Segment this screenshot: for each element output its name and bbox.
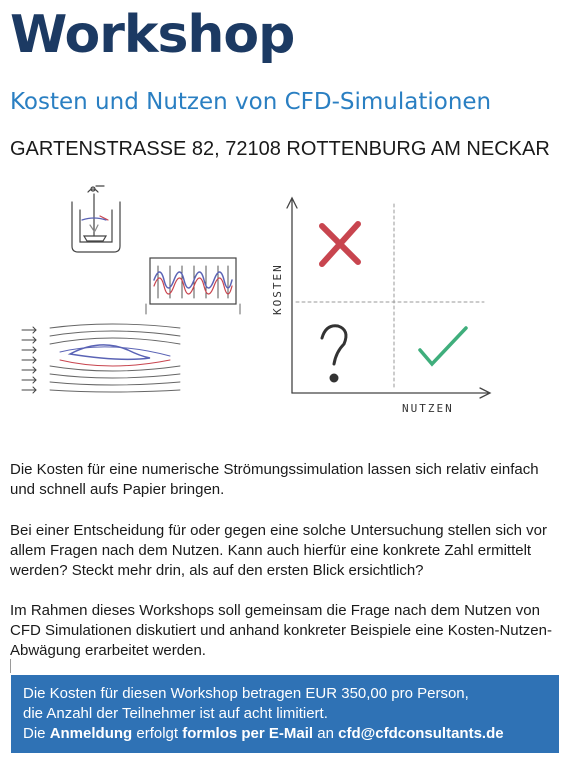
registration-method: formlos per E-Mail: [182, 725, 314, 742]
page-subtitle: Kosten und Nutzen von CFD-Simulationen: [10, 89, 492, 115]
info-participants-line: die Anzahl der Teilnehmer ist auf acht limitiert.: [23, 705, 328, 722]
address: GARTENSTRASSE 82, 72108 ROTTENBURG AM NECKAR: [10, 138, 550, 160]
info-box: [11, 675, 559, 753]
cross-icon: [322, 224, 358, 264]
registration-mid2: an: [313, 725, 339, 742]
heat-exchanger-sketch: [146, 258, 240, 314]
info-registration-line: [23, 724, 547, 744]
registration-mid: erfolgt: [132, 725, 183, 742]
intro-paragraph: Die Kosten für eine numerische Strömungssimulation lassen sich relativ einfach und schnell aufs Papier bringen.: [10, 461, 539, 498]
email-link[interactable]: cfd@cfdconsultants.de: [338, 725, 504, 742]
airfoil-flow-sketch: [22, 324, 180, 393]
illustration: [0, 180, 567, 430]
workshop-paragraph: Im Rahmen dieses Workshops soll gemeinsam die Frage nach dem Nutzen von CFD Simulationen diskutiert und anhand konkreter Beispiele eine Kosten-Nutzen-Abwägung erarbeitet werden.: [10, 602, 552, 659]
question-paragraph: Bei einer Entscheidung für oder gegen eine solche Untersuchung stellen sich vor allem Fragen nach dem Nutzen. Kann auch hierfür eine konkrete Zahl ermittelt werden? Steckt mehr drin, als auf den ersten Blick ersichtlich?: [10, 522, 547, 579]
info-cost-line: Die Kosten für diesen Workshop betragen EUR 350,00 pro Person,: [23, 685, 469, 702]
registration-prefix: Die: [23, 725, 50, 742]
registration-keyword: Anmeldung: [49, 725, 133, 742]
margin-marker: [10, 659, 11, 673]
cost-benefit-matrix: [287, 198, 490, 398]
check-icon: [420, 328, 466, 364]
page-title: Workshop: [10, 5, 295, 65]
question-mark-icon: [322, 326, 346, 381]
y-axis-label: KOSTEN: [271, 263, 284, 315]
x-axis-label: NUTZEN: [402, 402, 454, 415]
beaker-sketch: [72, 186, 120, 252]
